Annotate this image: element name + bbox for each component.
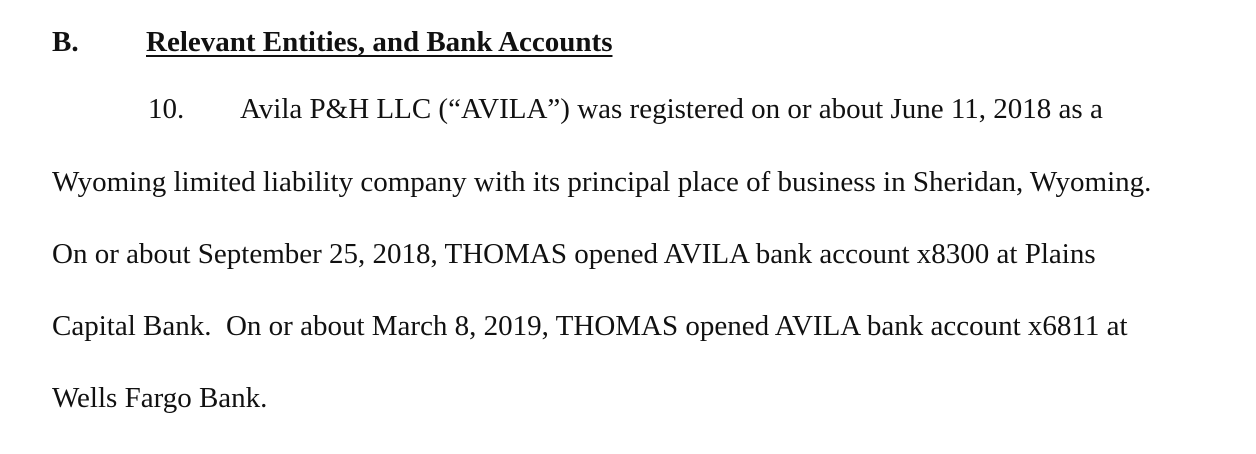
- paragraph-line-4: Capital Bank. On or about March 8, 2019, THOMAS opened AVILA bank account x6811 at: [52, 310, 1128, 342]
- paragraph-line-2: Wyoming limited liability company with its principal place of business in Sheridan, Wyoming.: [52, 166, 1152, 198]
- section-heading: [52, 24, 612, 60]
- paragraph-line-1-text: Avila P&H LLC (“AVILA”) was registered on or about June 11, 2018 as a: [240, 93, 1103, 125]
- section-title: Relevant Entities, and Bank Accounts: [146, 26, 613, 58]
- paragraph-number: 10.: [148, 93, 185, 125]
- paragraph-line-1: [148, 91, 1103, 127]
- paragraph-line-3: On or about September 25, 2018, THOMAS opened AVILA bank account x8300 at Plains: [52, 238, 1096, 270]
- section-letter: B.: [52, 26, 79, 58]
- paragraph-line-5: Wells Fargo Bank.: [52, 382, 268, 414]
